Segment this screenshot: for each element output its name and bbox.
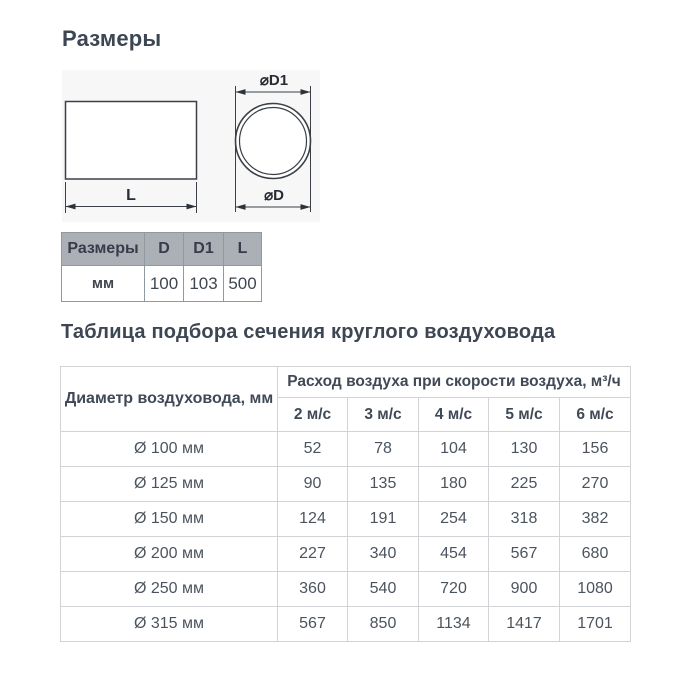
value-cell: 567	[278, 607, 348, 642]
diameter-cell: Ø 150 мм	[61, 502, 278, 537]
col-header: D	[145, 233, 184, 266]
selection-table-heading: Таблица подбора сечения круглого воздуховода	[61, 321, 556, 343]
diameter-cell: Ø 125 мм	[61, 467, 278, 502]
table-row	[61, 432, 631, 467]
unit-cell: мм	[62, 266, 145, 302]
value-cell: 340	[348, 537, 419, 572]
col-header: L	[224, 233, 262, 266]
value-cell: 100	[145, 266, 184, 302]
diameter-dimension-label: ⌀D	[264, 187, 284, 204]
speed-col-header: 2 м/с	[278, 398, 348, 432]
value-cell: 1701	[560, 607, 631, 642]
value-cell: 720	[419, 572, 489, 607]
value-cell: 254	[419, 502, 489, 537]
outer-diameter-dimension-label: ⌀D1	[259, 72, 289, 89]
airflow-header-row-1	[61, 367, 631, 398]
table-row	[61, 502, 631, 537]
diameter-cell: Ø 250 мм	[61, 572, 278, 607]
value-cell: 90	[278, 467, 348, 502]
dimension-diagram	[62, 70, 320, 222]
table-row	[61, 537, 631, 572]
value-cell: 180	[419, 467, 489, 502]
value-cell: 680	[560, 537, 631, 572]
duct-front-view	[236, 72, 311, 212]
dimensions-table	[61, 232, 262, 302]
duct-drawing	[62, 70, 320, 222]
value-cell: 382	[560, 502, 631, 537]
dimensions-table-header-row	[62, 233, 262, 266]
value-cell: 500	[224, 266, 262, 302]
speed-col-header: 4 м/с	[419, 398, 489, 432]
dimensions-table-value-row	[62, 266, 262, 302]
duct-side-view	[66, 102, 197, 214]
value-cell: 78	[348, 432, 419, 467]
value-cell: 135	[348, 467, 419, 502]
value-cell: 360	[278, 572, 348, 607]
value-cell: 900	[489, 572, 560, 607]
value-cell: 156	[560, 432, 631, 467]
speed-col-header: 5 м/с	[489, 398, 560, 432]
value-cell: 850	[348, 607, 419, 642]
value-cell: 191	[348, 502, 419, 537]
value-cell: 130	[489, 432, 560, 467]
value-cell: 1417	[489, 607, 560, 642]
value-cell: 270	[560, 467, 631, 502]
speed-col-header: 3 м/с	[348, 398, 419, 432]
table-row	[61, 607, 631, 642]
col-header: D1	[184, 233, 224, 266]
value-cell: 104	[419, 432, 489, 467]
diameter-cell: Ø 100 мм	[61, 432, 278, 467]
value-cell: 540	[348, 572, 419, 607]
value-cell: 1134	[419, 607, 489, 642]
value-cell: 318	[489, 502, 560, 537]
value-cell: 103	[184, 266, 224, 302]
value-cell: 567	[489, 537, 560, 572]
value-cell: 454	[419, 537, 489, 572]
col-header: Размеры	[62, 233, 145, 266]
table-row	[61, 572, 631, 607]
value-cell: 52	[278, 432, 348, 467]
diameter-col-header: Диаметр воздуховода, мм	[61, 367, 278, 432]
speed-col-header: 6 м/с	[560, 398, 631, 432]
value-cell: 225	[489, 467, 560, 502]
diameter-cell: Ø 200 мм	[61, 537, 278, 572]
length-dimension-label: L	[126, 187, 136, 204]
table-row	[61, 467, 631, 502]
value-cell: 227	[278, 537, 348, 572]
airflow-group-header: Расход воздуха при скорости воздуха, м³/ч	[278, 367, 631, 398]
value-cell: 124	[278, 502, 348, 537]
airflow-table	[60, 366, 631, 642]
diameter-cell: Ø 315 мм	[61, 607, 278, 642]
dimensions-heading: Размеры	[62, 26, 162, 51]
value-cell: 1080	[560, 572, 631, 607]
